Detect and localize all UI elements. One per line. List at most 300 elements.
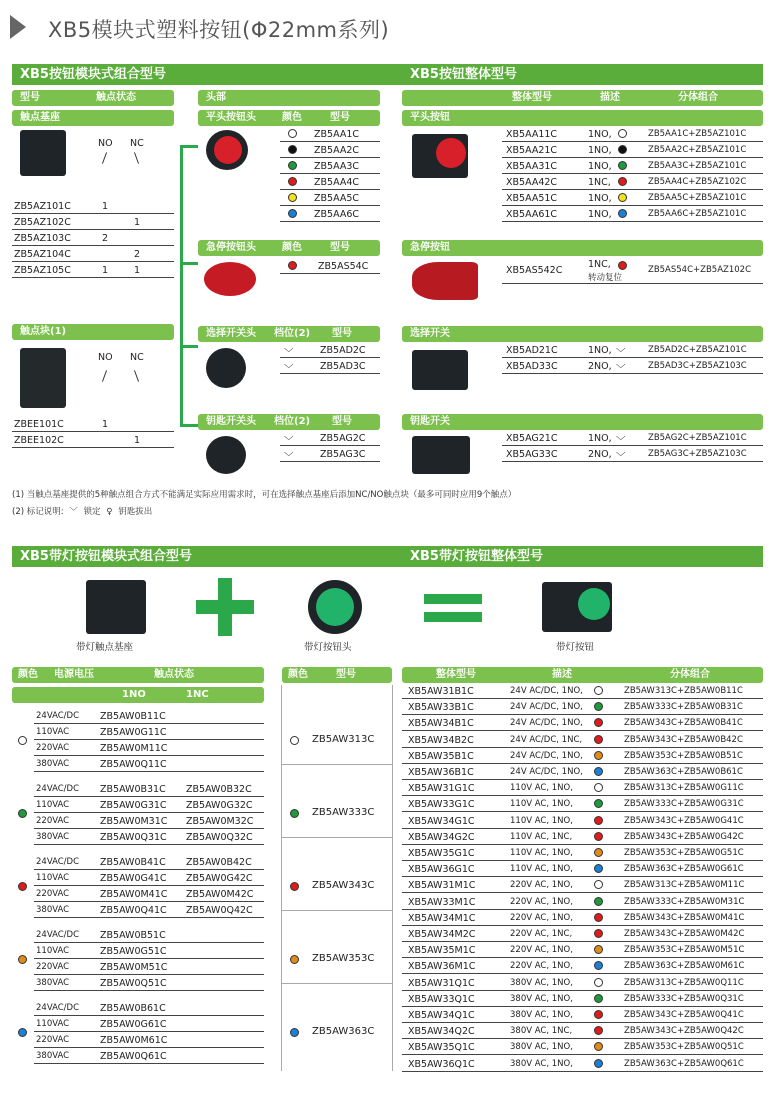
plus-icon-v [218,578,232,636]
table-row [402,845,763,861]
whole-selector-desc: 1NO, [588,345,612,356]
whole-selector-combo: ZB5AD3C+ZB5AZ103C [648,361,747,371]
table-row [402,829,763,845]
whole-selector-combo: ZB5AD2C+ZB5AZ101C [648,345,747,355]
lit-whole-combo: ZB5AW363C+ZB5AW0G61C [624,864,744,875]
lit-whole-combo: ZB5AW343C+ZB5AW0G41C [624,815,744,826]
color-dot-icon [594,686,603,695]
color-dot-icon [18,882,27,891]
whole-flat-header [402,110,763,126]
lit-whole-combo: ZB5AW363C+ZB5AW0B61C [624,767,743,777]
nc-symbol-icon-2 [134,370,139,382]
table-row [502,190,763,206]
lit-whole-desc: 110V AC, 1NC, [510,831,573,842]
table-row [402,764,763,780]
lit-volt: 110VAC [36,946,70,956]
nc-symbol-icon [134,152,139,164]
color-dot-icon [18,736,27,745]
table-row [12,246,174,262]
lit-whole-combo: ZB5AW343C+ZB5AW0M42C [624,929,745,939]
lit-1no-model: ZB5AW0G51C [100,946,167,957]
heads-header [198,90,380,106]
whole-col-header [402,90,763,106]
lit-whole-combo: ZB5AW353C+ZB5AW0B51C [624,750,743,761]
lit-1no-model: ZB5AW0B61C [100,1003,166,1014]
table-row [280,206,380,222]
table-row [502,446,763,462]
whole-key-header [402,414,763,430]
whole-estop-image [412,262,478,300]
lit-whole-desc: 380V AC, 1NO, [510,993,573,1004]
base-model: ZB5AZ104C [14,249,71,260]
lit-whole-model: XB5AW31G1C [408,783,475,795]
base-model: ZB5AZ101C [14,201,71,212]
whole-flat-desc: 1NC, [588,177,611,188]
table-row [34,943,264,959]
whole-flat-desc: 1NO, [588,129,612,140]
table-row [34,829,264,845]
lit-whole-combo: ZB5AW333C+ZB5AW0G31C [624,799,744,810]
table-row [34,724,264,740]
color-dot-icon [618,145,627,154]
selector-symbol-icon: ﹀ [284,364,294,375]
base-header-label: 触点基座 [20,112,60,123]
color-dot-icon [290,736,299,745]
title-arrow-icon [10,15,26,39]
lit-volt: 110VAC [36,727,70,737]
connector-branch-4 [180,424,198,427]
table-row [12,416,174,432]
table-row [280,430,380,446]
base-model: ZB5AZ103C [14,233,71,244]
lit-volt: 110VAC [36,873,70,883]
lit-whole-col-combo: 分体组合 [670,669,710,680]
contact-block-image [20,348,66,408]
lit-whole-desc: 110V AC, 1NO, [510,864,573,875]
lit-whole-combo: ZB5AW343C+ZB5AW0Q42C [624,1026,744,1037]
note-2-key: 钥匙拔出 [118,507,153,517]
color-dot-icon [290,809,299,818]
lit-1no-model: ZB5AW0Q51C [100,978,167,989]
red-dot-icon [618,261,627,270]
lit-whole-combo: ZB5AW313C+ZB5AW0M11C [624,880,745,891]
lit-whole-model: XB5AW36B1C [408,767,474,778]
lit-col-volt: 电源电压 [54,669,94,680]
lit-whole-model: XB5AW34Q2C [408,1026,475,1038]
lit-whole-model: XB5AW34B2C [408,734,474,746]
lit-whole-combo: ZB5AW333C+ZB5AW0Q31C [624,993,744,1004]
whole-col-model: 整体型号 [512,92,552,103]
lit-whole-model: XB5AW31M1C [408,880,476,892]
key-head-model: ZB5AG3C [320,449,366,460]
selector-head-model-label: 型号 [332,328,352,339]
flat-head-title: 平头按钮头 [206,112,256,123]
color-dot-icon [594,1010,603,1019]
table-row [402,926,763,942]
lit-whole-model: XB5AW31B1C [408,686,474,697]
key-symbol-icon: ﹀ [616,436,626,447]
whole-key-image [412,436,470,474]
table-row [34,1000,264,1016]
color-dot-icon [594,702,603,711]
color-dot-icon [290,1028,299,1037]
table-row [12,432,174,448]
selector-head-pos-label: 档位(2) [274,328,311,339]
lit-1no-model: ZB5AW0B51C [100,930,166,941]
lit-1nc-model: ZB5AW0M42C [186,889,254,900]
lit-whole-combo: ZB5AW343C+ZB5AW0Q41C [624,1010,744,1020]
table-row [402,796,763,812]
table-row [12,198,174,214]
whole-selector-model: XB5AD21C [506,345,558,356]
key-head-model: ZB5AG2C [320,433,366,444]
lit-whole-combo: ZB5AW313C+ZB5AW0G11C [624,783,744,794]
table-row [402,975,763,991]
lit-whole-desc: 24V AC/DC, 1NO, [510,686,583,696]
lit-head-col-model: 型号 [336,669,356,680]
table-row [502,174,763,190]
table-row [280,342,380,358]
color-dot-icon [290,955,299,964]
lit-whole-model: XB5AW33Q1C [408,993,475,1005]
lit-whole-model: XB5AW35G1C [408,848,475,859]
lit-whole-desc: 110V AC, 1NO, [510,783,573,794]
whole-key-desc: 1NO, [588,433,612,444]
nc-label-2: NC [130,352,144,363]
lit-whole-desc: 110V AC, 1NO, [510,848,573,858]
selector-symbol-icon: ﹀ [616,348,626,359]
table-row [34,813,264,829]
lit-volt: 380VAC [36,759,70,769]
base-nc: 1 [134,217,141,228]
lit-whole-desc: 220V AC, 1NO, [510,912,573,923]
color-dot-icon [288,177,297,186]
table-row [280,190,380,206]
lit-whole-caption: 带灯按钮 [556,642,595,653]
lit-whole-model: XB5AW34M2C [408,929,476,940]
whole-flat-desc: 1NO, [588,209,612,220]
table-row [280,358,380,374]
lit-volt: 220VAC [36,816,70,826]
color-dot-icon [290,882,299,891]
lit-head-model: ZB5AW333C [312,807,375,818]
lit-1no-model: ZB5AW0M31C [100,816,168,827]
key-head-title: 钥匙开关头 [206,416,256,427]
whole-flat-title: 平头按钮 [410,112,450,123]
no-symbol-icon [102,152,107,164]
table-row [34,781,264,797]
flat-head-model: ZB5AA2C [314,145,360,156]
lit-left-header [12,667,264,683]
lit-1no-model: ZB5AW0M61C [100,1035,168,1046]
lit-whole-model: XB5AW36Q1C [408,1058,475,1070]
table-row [280,446,380,462]
lit-base-caption: 带灯触点基座 [76,642,134,653]
lit-head-image [308,580,362,634]
table-row [502,430,763,446]
block-model: ZBEE101C [14,419,64,430]
whole-flat-combo: ZB5AA6C+ZB5AZ101C [648,209,747,219]
color-dot-icon [594,929,603,938]
lit-volt: 24VAC/DC [36,784,80,794]
table-row [34,1048,264,1064]
table-row [34,854,264,870]
table-row [402,1056,763,1072]
base-no: 2 [102,233,109,244]
table-row [502,206,763,222]
block-header-label: 触点块(1) [20,326,67,337]
color-dot-icon [288,145,297,154]
connector-branch-2 [180,262,198,265]
table-row [34,708,264,724]
flat-head-model: ZB5AA5C [314,193,360,204]
flat-head-model-label: 型号 [330,112,350,123]
table-row [402,894,763,910]
table-row [502,142,763,158]
whole-flat-desc: 1NO, [588,161,612,172]
color-dot-icon [594,945,603,954]
table-row [502,158,763,174]
base-nc: 1 [134,265,141,276]
lit-1nc-model: ZB5AW0B32C [186,784,252,795]
lit-whole-model: XB5AW34Q1C [408,1010,475,1021]
lit-head-divider-left [281,685,282,1071]
lit-whole-combo: ZB5AW333C+ZB5AW0B31C [624,702,743,713]
lit-col-color: 颜色 [18,669,38,680]
lit-1no-model: ZB5AW0M41C [100,889,168,900]
whole-flat-combo: ZB5AA5C+ZB5AZ101C [648,193,747,203]
lit-whole-combo: ZB5AW343C+ZB5AW0B42C [624,734,743,745]
lit-volt: 24VAC/DC [36,930,80,940]
whole-estop-model: XB5AS542C [506,265,563,276]
heads-header-label: 头部 [206,92,226,103]
contact-base-image [20,130,66,176]
page-title: XB5模块式塑料按钮(Φ22mm系列) [48,18,390,42]
selector-head-image [206,348,246,388]
flat-head-model: ZB5AA4C [314,177,360,188]
whole-flat-model: XB5AA61C [506,209,558,220]
lit-volt: 220VAC [36,889,70,899]
table-row [502,126,763,142]
lit-1no-model: ZB5AW0Q11C [100,759,167,770]
selector-head-title: 选择开关头 [206,328,256,339]
color-dot-icon [594,848,603,857]
note-2-prefix: (2) 标记说明: [12,507,64,517]
lit-1nc-model: ZB5AW0G42C [186,873,253,884]
table-row [402,715,763,731]
lit-whole-desc: 24V AC/DC, 1NO, [510,702,583,713]
table-row [34,797,264,813]
key-head-image [206,436,246,474]
key-head-header [198,414,380,430]
base-nc: 2 [134,249,141,260]
lit-head-model: ZB5AW343C [312,880,375,891]
equals-icon-bottom [424,612,482,622]
lit-head-model: ZB5AW353C [312,953,375,964]
whole-flat-image [412,134,468,178]
table-row [280,158,380,174]
lit-whole-combo: ZB5AW363C+ZB5AW0M61C [624,961,745,972]
lit-whole-model: XB5AW34G2C [408,831,475,843]
color-dot-icon [594,751,603,760]
lit-whole-model: XB5AW31Q1C [408,977,475,989]
no-label-2: NO [98,352,113,363]
whole-flat-desc: 1NO, [588,193,612,204]
base-header [12,110,174,126]
whole-estop-title: 急停按钮 [410,242,450,253]
whole-selector-image [412,350,468,390]
lit-1no-model: ZB5AW0B41C [100,857,166,868]
color-dot-icon [594,718,603,727]
lit-whole-desc: 24V AC/DC, 1NC, [510,734,583,745]
lit-col-1no: 1NO [122,689,146,700]
whole-flat-combo: ZB5AA4C+ZB5AZ102C [648,177,747,187]
lit-head-separator [282,837,392,838]
table-row [402,958,763,974]
lit-whole-combo: ZB5AW363C+ZB5AW0Q61C [624,1058,744,1069]
lit-1no-model: ZB5AW0G61C [100,1019,167,1030]
table-row [34,740,264,756]
whole-col-combo: 分体组合 [678,92,718,103]
whole-selector-desc: 2NO, [588,361,612,372]
table-row [402,683,763,699]
whole-estop-row [502,258,763,284]
selector-symbol-icon: ﹀ [284,348,294,359]
lit-whole-combo: ZB5AW353C+ZB5AW0Q51C [624,1042,744,1053]
lit-head-separator [282,910,392,911]
lit-whole-col-model: 整体型号 [436,669,476,680]
lit-whole-model: XB5AW34B1C [408,718,474,730]
lit-whole-model: XB5AW35M1C [408,945,476,957]
lit-volt: 220VAC [36,1035,70,1045]
lit-whole-image [542,582,612,632]
lit-volt: 24VAC/DC [36,857,80,867]
whole-selector-model: XB5AD33C [506,361,558,372]
nc-label: NC [130,138,144,149]
lit-1no-model: ZB5AW0Q41C [100,905,167,916]
table-row [402,1007,763,1023]
whole-col-desc: 描述 [600,92,620,103]
flat-head-model: ZB5AA1C [314,129,360,140]
lit-whole-model: XB5AW36G1C [408,864,475,876]
col-contact-label: 触点状态 [96,92,136,103]
flat-head-image [206,130,248,170]
table-row [502,358,763,374]
lit-whole-model: XB5AW36M1C [408,961,476,973]
color-dot-icon [18,809,27,818]
no-symbol-icon-2 [102,370,107,382]
lit-whole-combo: ZB5AW353C+ZB5AW0G51C [624,848,744,858]
estop-head-model: ZB5AS54C [318,261,369,272]
lit-volt: 380VAC [36,832,70,842]
key-symbol-icon: ﹀ [284,436,294,447]
lit-whole-col-desc: 描述 [552,669,572,680]
table-row [402,861,763,877]
lit-whole-combo: ZB5AW333C+ZB5AW0M31C [624,896,745,907]
lit-1nc-model: ZB5AW0B42C [186,857,252,868]
table-row [402,942,763,958]
table-row [402,780,763,796]
estop-head-model-label: 型号 [330,242,350,253]
lit-volt: 24VAC/DC [36,1003,80,1013]
lit-volt: 110VAC [36,1019,70,1029]
color-dot-icon [594,913,603,922]
lit-head-header [282,667,392,683]
color-dot-icon [594,880,603,889]
whole-key-combo: ZB5AG2C+ZB5AZ101C [648,433,747,443]
lit-whole-model: XB5AW34G1C [408,815,475,827]
lit-1nc-model: ZB5AW0Q42C [186,905,253,916]
lit-whole-desc: 380V AC, 1NO, [510,1058,573,1069]
whole-key-model: XB5AG21C [506,433,558,444]
lit-left-subheader [12,687,264,703]
table-row [502,342,763,358]
table-row [34,902,264,918]
table-row [402,1039,763,1055]
lit-whole-combo: ZB5AW343C+ZB5AW0M41C [624,912,745,923]
connector-branch-3 [180,345,198,348]
lit-1no-model: ZB5AW0Q61C [100,1051,167,1062]
estop-head-color-label: 颜色 [282,242,302,253]
whole-estop-header [402,240,763,256]
lit-whole-desc: 380V AC, 1NO, [510,1042,573,1053]
flat-head-model: ZB5AA6C [314,209,360,220]
color-dot-icon [618,177,627,186]
lit-whole-desc: 220V AC, 1NC, [510,929,573,939]
table-row [34,870,264,886]
lit-whole-desc: 24V AC/DC, 1NO, [510,767,583,777]
table-row [402,813,763,829]
lit-whole-desc: 220V AC, 1NO, [510,961,573,972]
base-no: 1 [102,201,109,212]
lit-col-1nc: 1NC [186,689,209,700]
flat-head-color-label: 颜色 [282,112,302,123]
lit-whole-combo: ZB5AW313C+ZB5AW0B11C [624,686,743,696]
color-dot-icon [18,955,27,964]
lit-whole-model: XB5AW35B1C [408,750,474,762]
color-dot-icon [594,735,603,744]
lit-1no-model: ZB5AW0G11C [100,727,167,738]
table-row [34,975,264,991]
table-row [402,910,763,926]
block-model: ZBEE102C [14,435,64,446]
table-row [280,174,380,190]
lit-1nc-model: ZB5AW0Q32C [186,832,253,843]
selector-head-model: ZB5AD2C [320,345,366,356]
selector-head-header [198,326,380,342]
table-row [12,262,174,278]
estop-head-image [204,262,256,296]
lit-whole-combo: ZB5AW343C+ZB5AW0B41C [624,718,743,729]
lit-whole-combo: ZB5AW353C+ZB5AW0M51C [624,945,745,956]
lit-volt: 220VAC [36,962,70,972]
lit-head-col-color: 颜色 [288,669,308,680]
lit-1no-model: ZB5AW0G31C [100,800,167,811]
block-header [12,324,174,340]
lit-whole-desc: 380V AC, 1NO, [510,977,573,988]
base-model: ZB5AZ102C [14,217,71,228]
key-symbol-icon: ﹀ [616,452,626,463]
table-row [402,732,763,748]
table-row [34,1032,264,1048]
whole-key-combo: ZB5AG3C+ZB5AZ103C [648,449,747,459]
color-dot-icon [594,1042,603,1051]
color-dot-icon [594,1026,603,1035]
whole-flat-model: XB5AA11C [506,129,558,140]
color-dot-icon [288,261,297,270]
table-row [402,991,763,1007]
whole-selector-header [402,326,763,342]
